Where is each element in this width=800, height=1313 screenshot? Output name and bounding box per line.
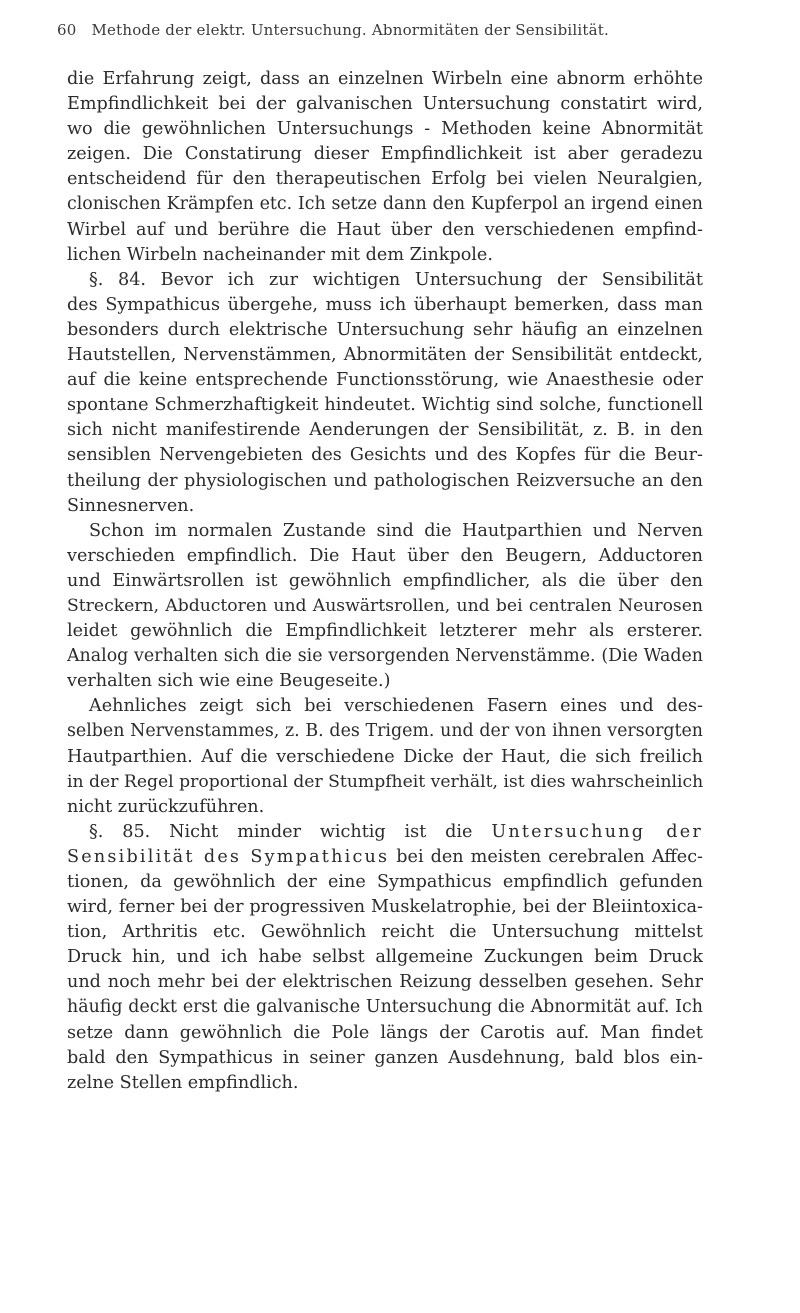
text-line: setze dann gewöhnlich die Pole längs der Carotis auf. Man findet (67, 1022, 703, 1043)
paragraph-start: Schon im normalen Zustande sind die Hautparthien und Nerven (89, 520, 703, 541)
text-line: Hautstellen, Nervenstämmen, Abnormitäten der Sensibilität entdeckt, (67, 345, 703, 366)
text-line: des Sympathicus übergehe, muss ich überhaupt bemerken, dass man (67, 294, 703, 315)
text-line: sich nicht manifestirende Aenderungen der Sensibilität, z. B. in den (67, 420, 703, 441)
text-line: nicht zurückzuführen. (67, 796, 265, 817)
text-line: Empfindlichkeit bei der galvanischen Untersuchung constatirt wird, (67, 94, 703, 115)
text-line: leidet gewöhnlich die Empfindlichkeit letzterer mehr als ersterer. (67, 621, 703, 642)
book-page (57, 20, 703, 1096)
text-line: Wirbel auf und berühre die Haut über den verschiedenen empfind- (67, 219, 703, 240)
paragraph-start: Aehnliches zeigt sich bei verschiedenen Fasern eines und des- (89, 696, 703, 717)
text-line: selben Nervenstammes, z. B. des Trigem. und der von ihnen versorgten (67, 721, 703, 742)
text-line: besonders durch elektrische Untersuchung sehr häufig an einzelnen (67, 319, 703, 340)
text-line: entscheidend für den therapeutischen Erfolg bei vielen Neuralgien, (67, 169, 703, 190)
text-line: zelne Stellen empfindlich. (67, 1072, 299, 1093)
text-line (67, 845, 703, 870)
section-85-spaced-heading: Untersuchung der (491, 821, 703, 842)
text-line: Druck hin, und ich habe selbst allgemeine Zuckungen beim Druck (67, 947, 703, 968)
text-line: verschieden empfindlich. Die Haut über den Beugern, Adductoren (67, 545, 703, 566)
section-84-start: §. 84. Bevor ich zur wichtigen Untersuchung der Sensibilität (89, 269, 703, 290)
text-line: in der Regel proportional der Stumpfheit verhält, ist dies wahrscheinlich (67, 771, 703, 792)
text-line: bald den Sympathicus in seiner ganzen Ausdehnung, bald blos ein- (67, 1047, 703, 1068)
line-continuation: bei den meisten cerebralen Affec- (396, 846, 703, 867)
text-line: und Einwärtsrollen ist gewöhnlich empfindlicher, als die über den (67, 570, 703, 591)
text-line: Streckern, Abductoren und Auswärtsrollen, und bei centralen Neurosen (67, 595, 703, 616)
section-85-lead: §. 85. Nicht minder wichtig ist die (89, 821, 473, 842)
text-line: spontane Schmerzhaftigkeit hindeutet. Wichtig sind solche, functionell (67, 395, 703, 416)
spaced-heading-continued: Sensibilität des Sympathicus (67, 846, 390, 867)
running-title: Methode der elektr. Untersuchung. Abnormitäten der Sensibilität. (91, 21, 609, 39)
text-line: auf die keine entsprechende Functionsstörung, wie Anaesthesie oder (67, 370, 703, 391)
section-85-start (67, 820, 703, 845)
body-text (67, 67, 703, 1096)
text-line: wo die gewöhnlichen Untersuchungs - Methoden keine Abnormität (67, 119, 703, 140)
text-line: wird, ferner bei der progressiven Muskelatrophie, bei der Bleiintoxica- (67, 897, 703, 918)
text-line: tionen, da gewöhnlich der eine Sympathicus empfindlich gefunden (67, 872, 703, 892)
text-line: lichen Wirbeln nacheinander mit dem Zinkpole. (67, 244, 493, 265)
text-line: Sinnesnerven. (67, 495, 195, 516)
text-line: verhalten sich wie eine Beugeseite.) (67, 671, 391, 692)
text-line: Analog verhalten sich die sie versorgenden Nervenstämme. (Die Waden (67, 646, 703, 667)
text-line: clonischen Krämpfen etc. Ich setze dann den Kupferpol an irgend einen (67, 194, 703, 215)
text-line: zeigen. Die Constatirung dieser Empfindlichkeit ist aber geradezu (67, 144, 703, 165)
text-line: und noch mehr bei der elektrischen Reizung desselben gesehen. Sehr (67, 972, 703, 993)
text-line: sensiblen Nervengebieten des Gesichts und des Kopfes für die Beur- (67, 445, 703, 466)
page-number: 60 (57, 21, 77, 39)
text-line: theilung der physiologischen und pathologischen Reizversuche an den (67, 470, 703, 491)
text-line: Hautparthien. Auf die verschiedene Dicke der Haut, die sich freilich (67, 746, 703, 767)
text-line: tion, Arthritis etc. Gewöhnlich reicht die Untersuchung mittelst (67, 922, 703, 943)
text-line: die Erfahrung zeigt, dass an einzelnen Wirbeln eine abnorm erhöhte (67, 69, 703, 89)
text-line: häufig deckt erst die galvanische Untersuchung die Abnormität auf. Ich (67, 997, 703, 1018)
running-header (57, 20, 703, 40)
